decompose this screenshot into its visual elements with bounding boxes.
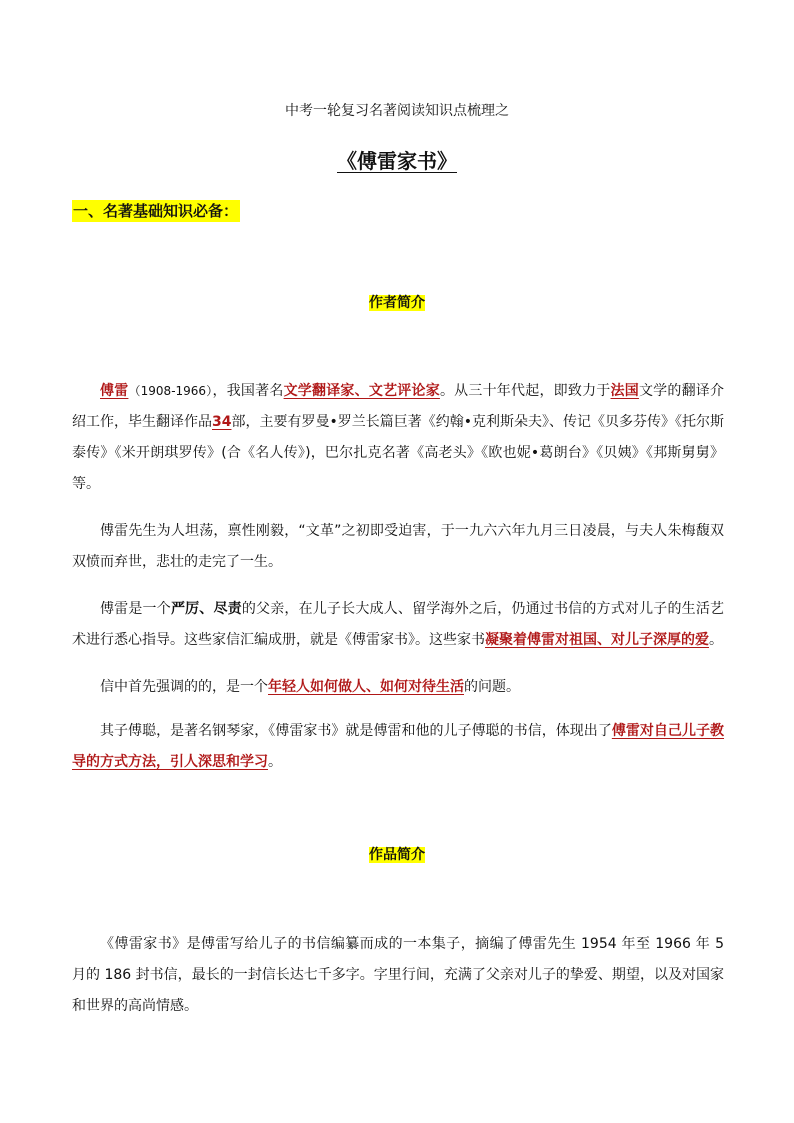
document-title-text: 《傅雷家书》	[337, 149, 457, 173]
author-p3-text-3: 。	[709, 632, 723, 648]
author-p1-text-2: 。从三十年代起，即致力于	[439, 383, 611, 399]
author-p3-highlight: 凝聚着傅雷对祖国、对儿子深厚的爱	[485, 632, 709, 648]
section-heading-basics: 一、名著基础知识必备：	[73, 202, 239, 220]
author-name: 傅雷	[100, 383, 129, 399]
author-roles: 文学翻译家、文艺评论家	[283, 383, 440, 399]
author-p1-text-4: 部，主要有罗曼•罗兰长篇巨著《约翰•克利斯朵夫》、传记《贝多芬传》《托尔斯泰传》《米开朗琪罗传》(合《名人传》)，巴尔扎克名著《高老头》《欧也妮•葛朗台》《贝姨》《邦斯舅舅》等。	[72, 414, 724, 492]
author-paragraph-4	[72, 672, 724, 703]
author-paragraph-1	[72, 376, 724, 500]
work-intro-heading-text: 作品简介	[369, 847, 425, 863]
author-p5-highlight: 傅雷对自己儿子教导的方式方法，引人深思和学习	[72, 723, 725, 770]
author-country: 法国	[610, 383, 639, 399]
author-p1-text-3: 文学的翻译介绍工作，毕生翻译作品	[72, 383, 725, 430]
author-paragraph-5	[72, 716, 724, 778]
author-paragraph-3	[72, 594, 724, 656]
author-p1-text-1: ，我国著名	[212, 383, 284, 399]
author-traits: 严厉、尽责	[170, 601, 242, 617]
document-title	[0, 147, 794, 175]
author-p4-highlight: 年轻人如何做人、如何对待生活	[268, 679, 464, 695]
author-intro-heading-text: 作者简介	[369, 295, 425, 311]
author-p4-text-1: 信中首先强调的的，是一个	[100, 679, 268, 695]
author-p5-text-1: 其子傅聪，是著名钢琴家，《傅雷家书》就是傅雷和他的儿子傅聪的书信，体现出了	[100, 723, 612, 739]
translation-count: 34	[212, 414, 232, 430]
author-years: （1908-1966）	[128, 384, 213, 398]
author-paragraph-2: 傅雷先生为人坦荡，禀性刚毅，“文革”之初即受迫害，于一九六六年九月三日凌晨，与夫人朱梅馥双双愤而弃世，悲壮的走完了一生。	[72, 523, 724, 570]
work-paragraph-1: 《傅雷家书》是傅雷写给儿子的书信编纂而成的一本集子，摘编了傅雷先生 1954 年至 1966 年 5 月的 186 封书信，最长的一封信长达七千多字。字里行间，充满了父亲对儿子的挚爱、期望，以及对国家和世界的高尚情感。	[72, 936, 724, 1014]
author-p3-text-2: 的父亲，在儿子长大成人、留学海外之后，仍通过书信的方式对儿子的生活艺术进行悉心指导。这些家信汇编成册，就是《傅雷家书》。这些家书	[72, 601, 725, 648]
work-intro-heading	[0, 845, 794, 865]
author-p3-text-1: 傅雷是一个	[100, 601, 171, 617]
author-intro-heading	[0, 293, 794, 313]
document-subtitle: 中考一轮复习名著阅读知识点梳理之	[285, 103, 509, 119]
author-p5-text-2: 。	[268, 754, 282, 770]
author-p4-text-2: 的问题。	[464, 679, 520, 695]
